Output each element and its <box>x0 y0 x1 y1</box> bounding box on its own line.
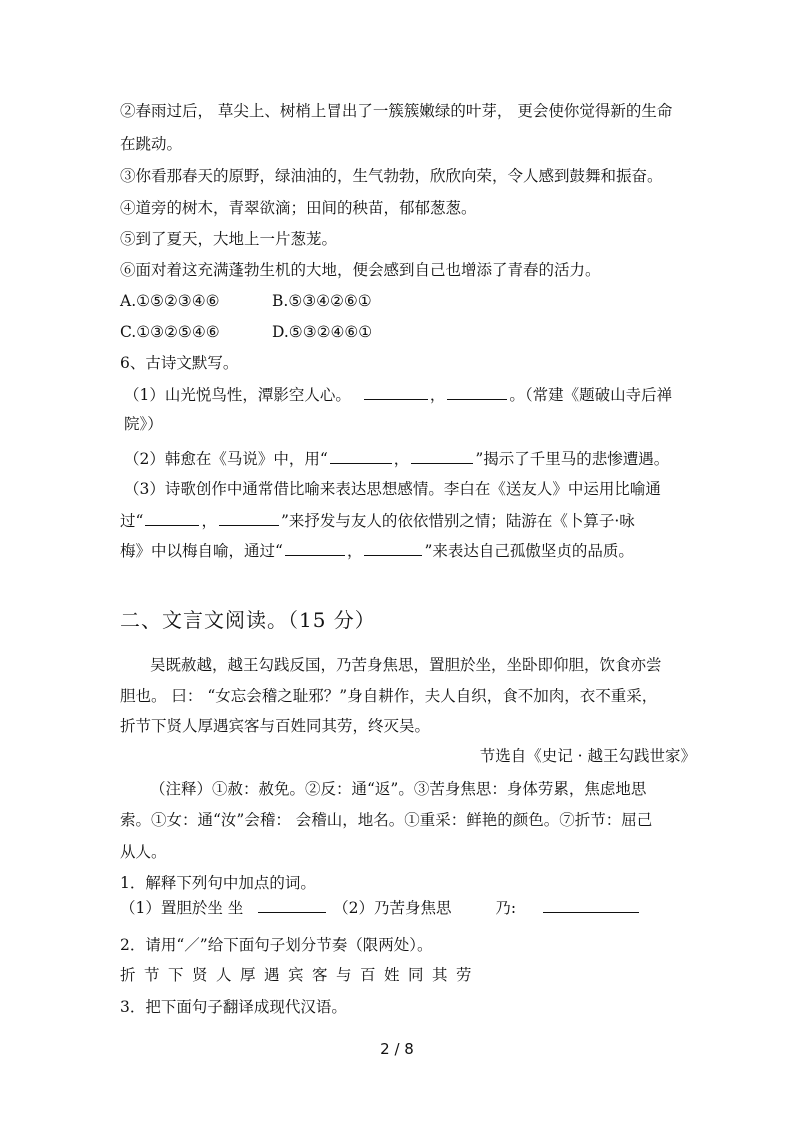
question-6-part-1-cont: 院》） <box>124 415 163 433</box>
question-3-title: 3．把下面句子翻译成现代汉语。 <box>120 998 347 1016</box>
options-row-1 <box>120 290 794 312</box>
text-line: ③你看那春天的原野，绿油油的，生气勃勃，欣欣向荣，令人感到鼓舞和振奋。 <box>120 167 663 185</box>
answer-blank[interactable] <box>285 541 345 556</box>
text-line: ⑤到了夏天，大地上一片葱茏。 <box>120 230 338 248</box>
answer-blank[interactable] <box>411 449 473 464</box>
question-1-items: （1）置胆於坐 坐 （2）乃苦身焦思 乃: <box>120 897 794 919</box>
answer-blank[interactable] <box>330 449 392 464</box>
answer-blank[interactable] <box>145 511 199 526</box>
question-2-sentence: 折节下贤人厚遇宾客与百姓同其劳 <box>120 966 481 984</box>
passage-line: 折节下贤人厚遇宾客与百姓同其劳，终灭吴。 <box>120 717 431 735</box>
passage-source: 节选自《史记 · 越王勾践世家》 <box>479 747 696 765</box>
passage-line: 吴既赦越，越王勾践反国，乃苦身焦思，置胆於坐，坐卧即仰胆，饮食亦尝 <box>150 656 662 674</box>
option-b: B.⑤③④②⑥① <box>272 292 372 310</box>
notes-line: （注释）①赦：赦免。②反：通“返”。③苦身焦思：身体劳累，焦虑地思 <box>150 780 647 798</box>
question-6-part-3-cont: 过“ ， ”来抒发与友人的依依惜别之情；陆游在《卜算子·咏 <box>120 512 635 530</box>
option-a: A.①⑤②③④⑥ <box>120 292 220 310</box>
section-heading: 二、文言文阅读。（15 分） <box>120 608 376 632</box>
options-row-2 <box>120 321 794 343</box>
option-d: D.⑤③②④⑥① <box>272 323 373 341</box>
text-line: ④道旁的树木，青翠欲滴；田间的秧苗，郁郁葱葱。 <box>120 199 477 217</box>
question-1-title: 1．解释下列句中加点的词。 <box>120 874 316 892</box>
notes-line: 从人。 <box>120 843 167 861</box>
question-6-title: 6、古诗文默写。 <box>120 354 239 372</box>
page-number: 2 / 8 <box>380 1040 414 1058</box>
answer-blank[interactable] <box>219 511 279 526</box>
question-6-part-3-end: 梅》中以梅自喻，通过“ ， ”来表达自己孤傲坚贞的品质。 <box>120 542 634 560</box>
passage-line: 胆也。 曰： “女忘会稽之耻邪？”身自耕作，夫人自织，食不加肉，衣不重采， <box>120 687 658 705</box>
option-c: C.①③②⑤④⑥ <box>120 323 220 341</box>
text-line: ⑥面对着这充满蓬勃生机的大地，便会感到自己也增添了青春的活力。 <box>120 261 601 279</box>
answer-blank[interactable] <box>447 385 507 400</box>
answer-blank[interactable] <box>364 385 428 400</box>
text-line: 在跳动。 <box>120 135 183 153</box>
answer-blank[interactable] <box>543 898 639 913</box>
answer-blank[interactable] <box>258 898 326 913</box>
question-6-part-1: （1）山光悦鸟性，潭影空人心。 ， 。（常建《题破山寺后禅 <box>124 386 673 404</box>
question-6-part-3: （3）诗歌创作中通常借比喻来表达思想感情。李白在《送友人》中运用比喻通 <box>124 480 661 498</box>
answer-blank[interactable] <box>364 541 422 556</box>
notes-line: 索。①女：通“汝”会稽： 会稽山，地名。①重采：鲜艳的颜色。⑦折节：屈己 <box>120 811 653 829</box>
question-6-part-2: （2）韩愈在《马说》中，用“ ， ”揭示了千里马的悲惨遭遇。 <box>124 450 670 468</box>
question-2-title: 2．请用“／”给下面句子划分节奏（限两处）。 <box>120 936 433 954</box>
text-line: ②春雨过后， 草尖上、树梢上冒出了一簇簇嫩绿的叶芽， 更会使你觉得新的生命 <box>120 102 673 120</box>
